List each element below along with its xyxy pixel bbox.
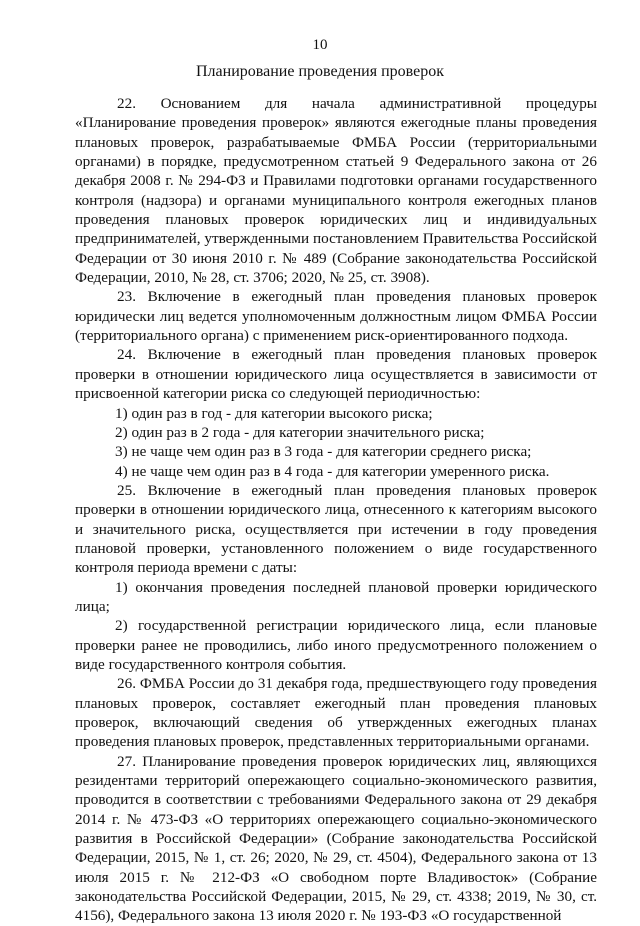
list-item: 1) окончания проведения последней плановой проверки юридического лица;	[75, 578, 597, 615]
list-item: 1) один раз в год - для категории высокого риска;	[115, 404, 433, 422]
page-number: 10	[312, 37, 328, 53]
list-item: 4) не чаще чем один раз в 4 года - для категории умеренного риска.	[115, 462, 550, 480]
document-body	[75, 94, 597, 926]
paragraph-27: 27. Планирование проведения проверок юридических лиц, являющихся резидентами территорий опережающего социально-экономического развития, проводится в соответствии с требованиями Федерального закона от 29 декабря 2014 г. № 473-ФЗ «О территориях опережающего социально-экономического развития в Российской Федерации» (Собрание законодательства Российской Федерации, 2015, № 1, ст. 26; 2020, № 29, ст. 4504), Федерального закона от 13 июля 2015 г. № 212-ФЗ «О свободном порте Владивосток» (Собрание законодательства Российской Федерации, 2015, № 29, ст. 4338; 2019, № 30, ст. 4156), Федерального закона 13 июля 2020 г. № 193-ФЗ «О государственной	[75, 752, 597, 925]
paragraph-25: 25. Включение в ежегодный план проведения плановых проверок проверки в отношении юридического лица, отнесенного к категориям высокого и значительного риска, осуществляется при истечении в году проведения плановой проверки, установленного положением о виде государственного контроля периода времени с даты:	[75, 481, 597, 577]
list-item: 3) не чаще чем один раз в 3 года - для категории среднего риска;	[115, 443, 532, 461]
paragraph-23: 23. Включение в ежегодный план проведения плановых проверок юридически лиц ведется уполномоченным должностным лицом ФМБА России (территориального органа) с применением риск-ориентированного подхода.	[75, 288, 597, 345]
list-item: 2) один раз в 2 года - для категории значительного риска;	[115, 423, 485, 441]
list-item: 2) государственной регистрации юридического лица, если плановые проверки ранее не проводились, либо иного предусмотренного положением о виде государственного контроля события.	[75, 617, 597, 673]
paragraph-26: 26. ФМБА России до 31 декабря года, предшествующего году проведения плановых проверок, составляет ежегодный план проведения плановых проверок, включающий сведения об утвержденных ежегодных планах проведения плановых проверок, представленных территориальными органами.	[75, 675, 597, 751]
paragraph-22: 22. Основанием для начала административной процедуры «Планирование проведения проверок» являются ежегодные планы проведения плановых проверок, разрабатываемые ФМБА России (территориальными органами) в порядке, предусмотренном статьей 9 Федерального закона от 26 декабря 2008 г. № 294-ФЗ и Правилами подготовки органами государственного контроля (надзора) и органами муниципального контроля ежегодных планов проведения плановых проверок юридических лиц и индивидуальных предпринимателей, утвержденными постановлением Правительства Российской Федерации от 30 июня 2010 г. № 489 (Собрание законодательства Российской Федерации, 2010, № 28, ст. 3706; 2020, № 25, ст. 3908).	[75, 95, 598, 287]
section-title: Планирование проведения проверок	[196, 63, 444, 80]
paragraph-24: 24. Включение в ежегодный план проведения плановых проверок проверки в отношении юридического лица осуществляется в зависимости от присвоенной категории риска со следующей периодичностью:	[75, 346, 597, 403]
